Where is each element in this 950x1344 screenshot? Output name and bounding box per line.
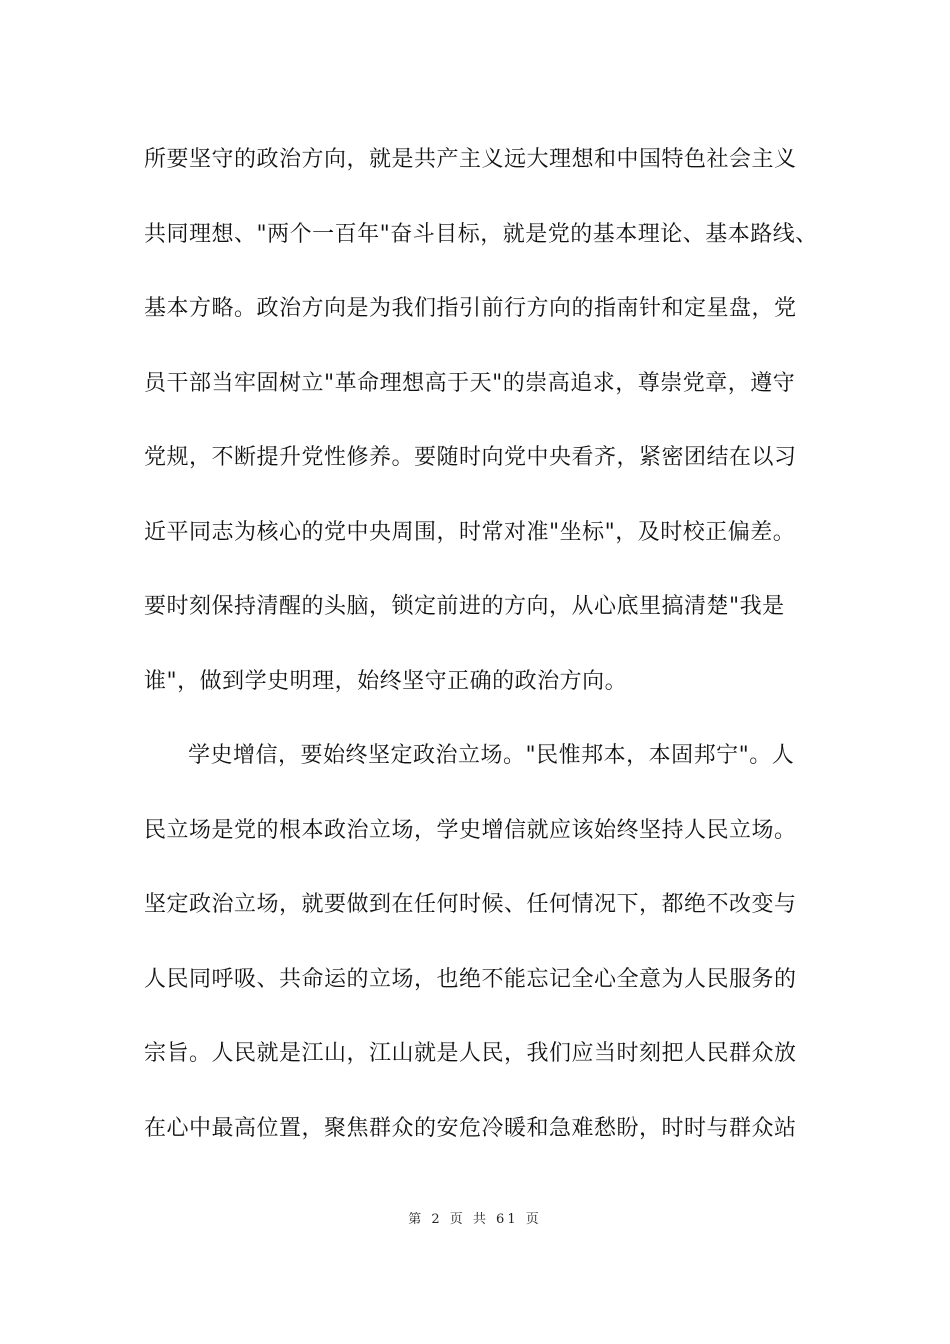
text-line: 宗旨。人民就是江山，江山就是人民，我们应当时刻把人民群众放	[144, 1041, 797, 1066]
text-line: 要时刻保持清醒的头脑，锁定前进的方向，从心底里搞清楚"我是	[144, 594, 785, 619]
paragraph-start-line: 学史增信，要始终坚定政治立场。"民惟邦本，本固邦宁"。人	[188, 743, 795, 768]
text-line: 所要坚守的政治方向，就是共产主义远大理想和中国特色社会主义	[144, 147, 797, 172]
text-line: 基本方略。政治方向是为我们指引前行方向的指南针和定星盘，党	[144, 296, 797, 321]
text-line: 谁"，做到学史明理，始终坚守正确的政治方向。	[144, 668, 628, 694]
text-line: 民立场是党的根本政治立场，学史增信就应该始终坚持人民立场。	[144, 817, 797, 843]
text-line: 党规，不断提升党性修养。要随时向党中央看齐，紧密团结在以习	[144, 445, 797, 470]
text-line: 员干部当牢固树立"革命理想高于天"的崇高追求，尊崇党章，遵守	[144, 370, 796, 396]
text-line: 坚定政治立场，就要做到在任何时候、任何情况下，都绝不改变与	[144, 892, 797, 917]
text-line: 在心中最高位置，聚焦群众的安危冷暖和急难愁盼，时时与群众站	[144, 1115, 797, 1141]
body-text	[144, 140, 824, 1183]
text-line: 人民同呼吸、共命运的立场，也绝不能忘记全心全意为人民服务的	[144, 966, 797, 992]
text-line: 共同理想、"两个一百年"奋斗目标，就是党的基本理论、基本路线、	[144, 221, 818, 247]
text-line: 近平同志为核心的党中央周围，时常对准"坐标"，及时校正偏差。	[144, 519, 796, 545]
page-number-footer: 第 2 页 共 61 页	[408, 1212, 542, 1227]
